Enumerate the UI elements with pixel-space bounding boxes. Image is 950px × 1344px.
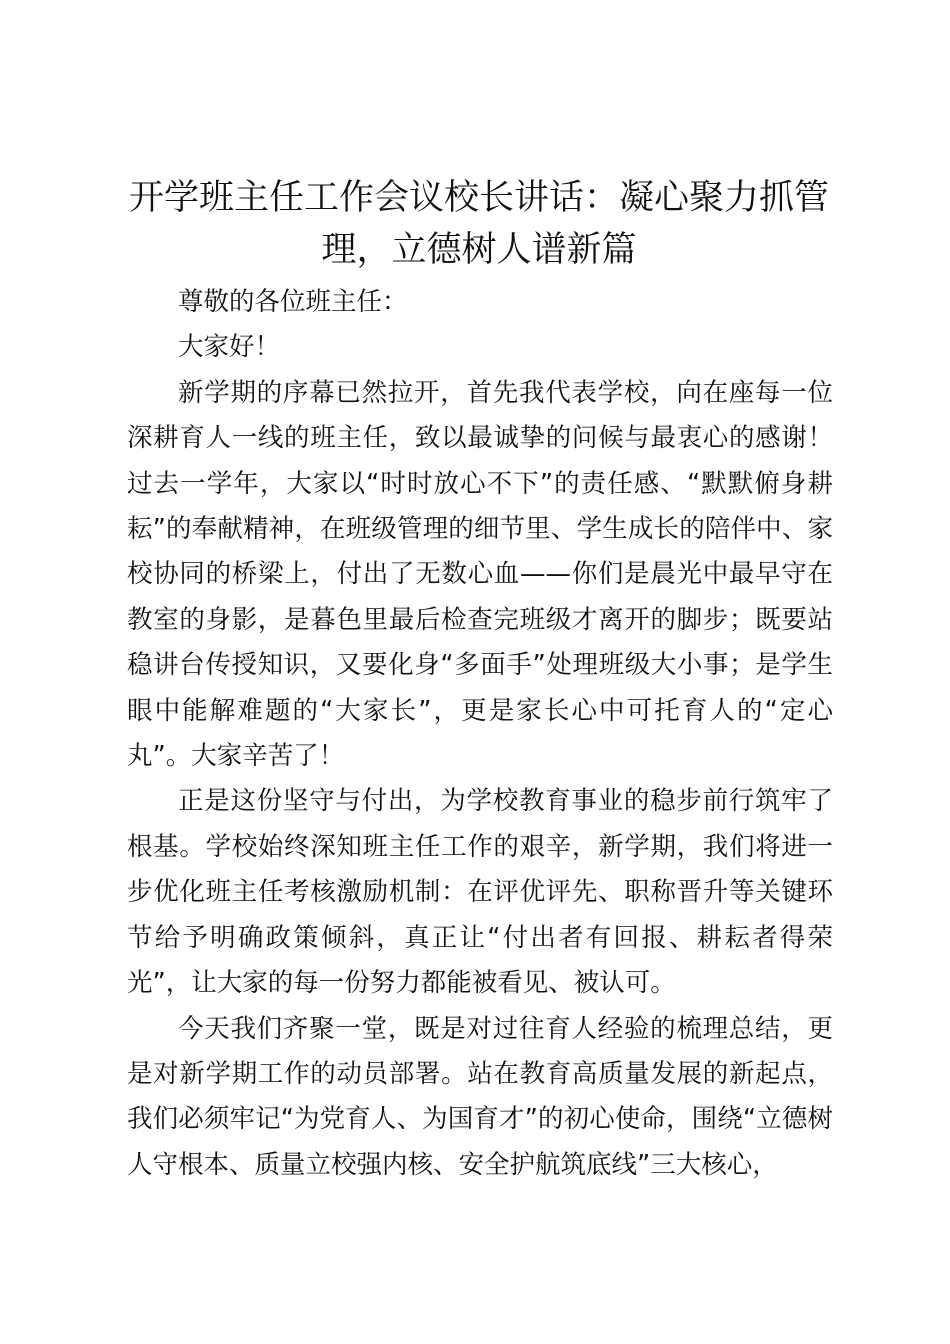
paragraph: 正是这份坚守与付出，为学校教育事业的稳步前行筑牢了根基。学校始终深知班主任工作的艰辛，新学期，我们将进一步优化班主任考核激励机制：在评优评先、职称晋升等关键环节给予明确政策倾斜，真正让“付出者有回报、耕耘者得荣光”，让大家的每一份努力都能被看见、被认可。 xyxy=(127,786,833,999)
document-title: 开学班主任工作会议校长讲话：凝心聚力抓管理，立德树人谱新篇 xyxy=(128,178,829,270)
document-body xyxy=(127,280,833,1188)
paragraph: 今天我们齐聚一堂，既是对过往育人经验的梳理总结，更是对新学期工作的动员部署。站在教育高质量发展的新起点，我们必须牢记“为党育人、为国育才”的初心使命，围绕“立德树人守根本、质量立校强内核、安全护航筑底线”三大核心， xyxy=(127,1013,833,1180)
paragraph: 新学期的序幕已然拉开，首先我代表学校，向在座每一位深耕育人一线的班主任，致以最诚挚的问候与最衷心的感谢！过去一学年，大家以“时时放心不下”的责任感、“默默俯身耕耘”的奉献精神，在班级管理的细节里、学生成长的陪伴中、家校协同的桥梁上，付出了无数心血——你们是晨光中最早守在教室的身影，是暮色里最后检查完班级才离开的脚步；既要站稳讲台传授知识，又要化身“多面手”处理班级大小事；是学生眼中能解难题的“大家长”，更是家长心中可托育人的“定心丸”。大家辛苦了！ xyxy=(127,377,833,772)
salutation: 尊敬的各位班主任： xyxy=(178,287,408,317)
greeting: 大家好！ xyxy=(178,332,281,363)
